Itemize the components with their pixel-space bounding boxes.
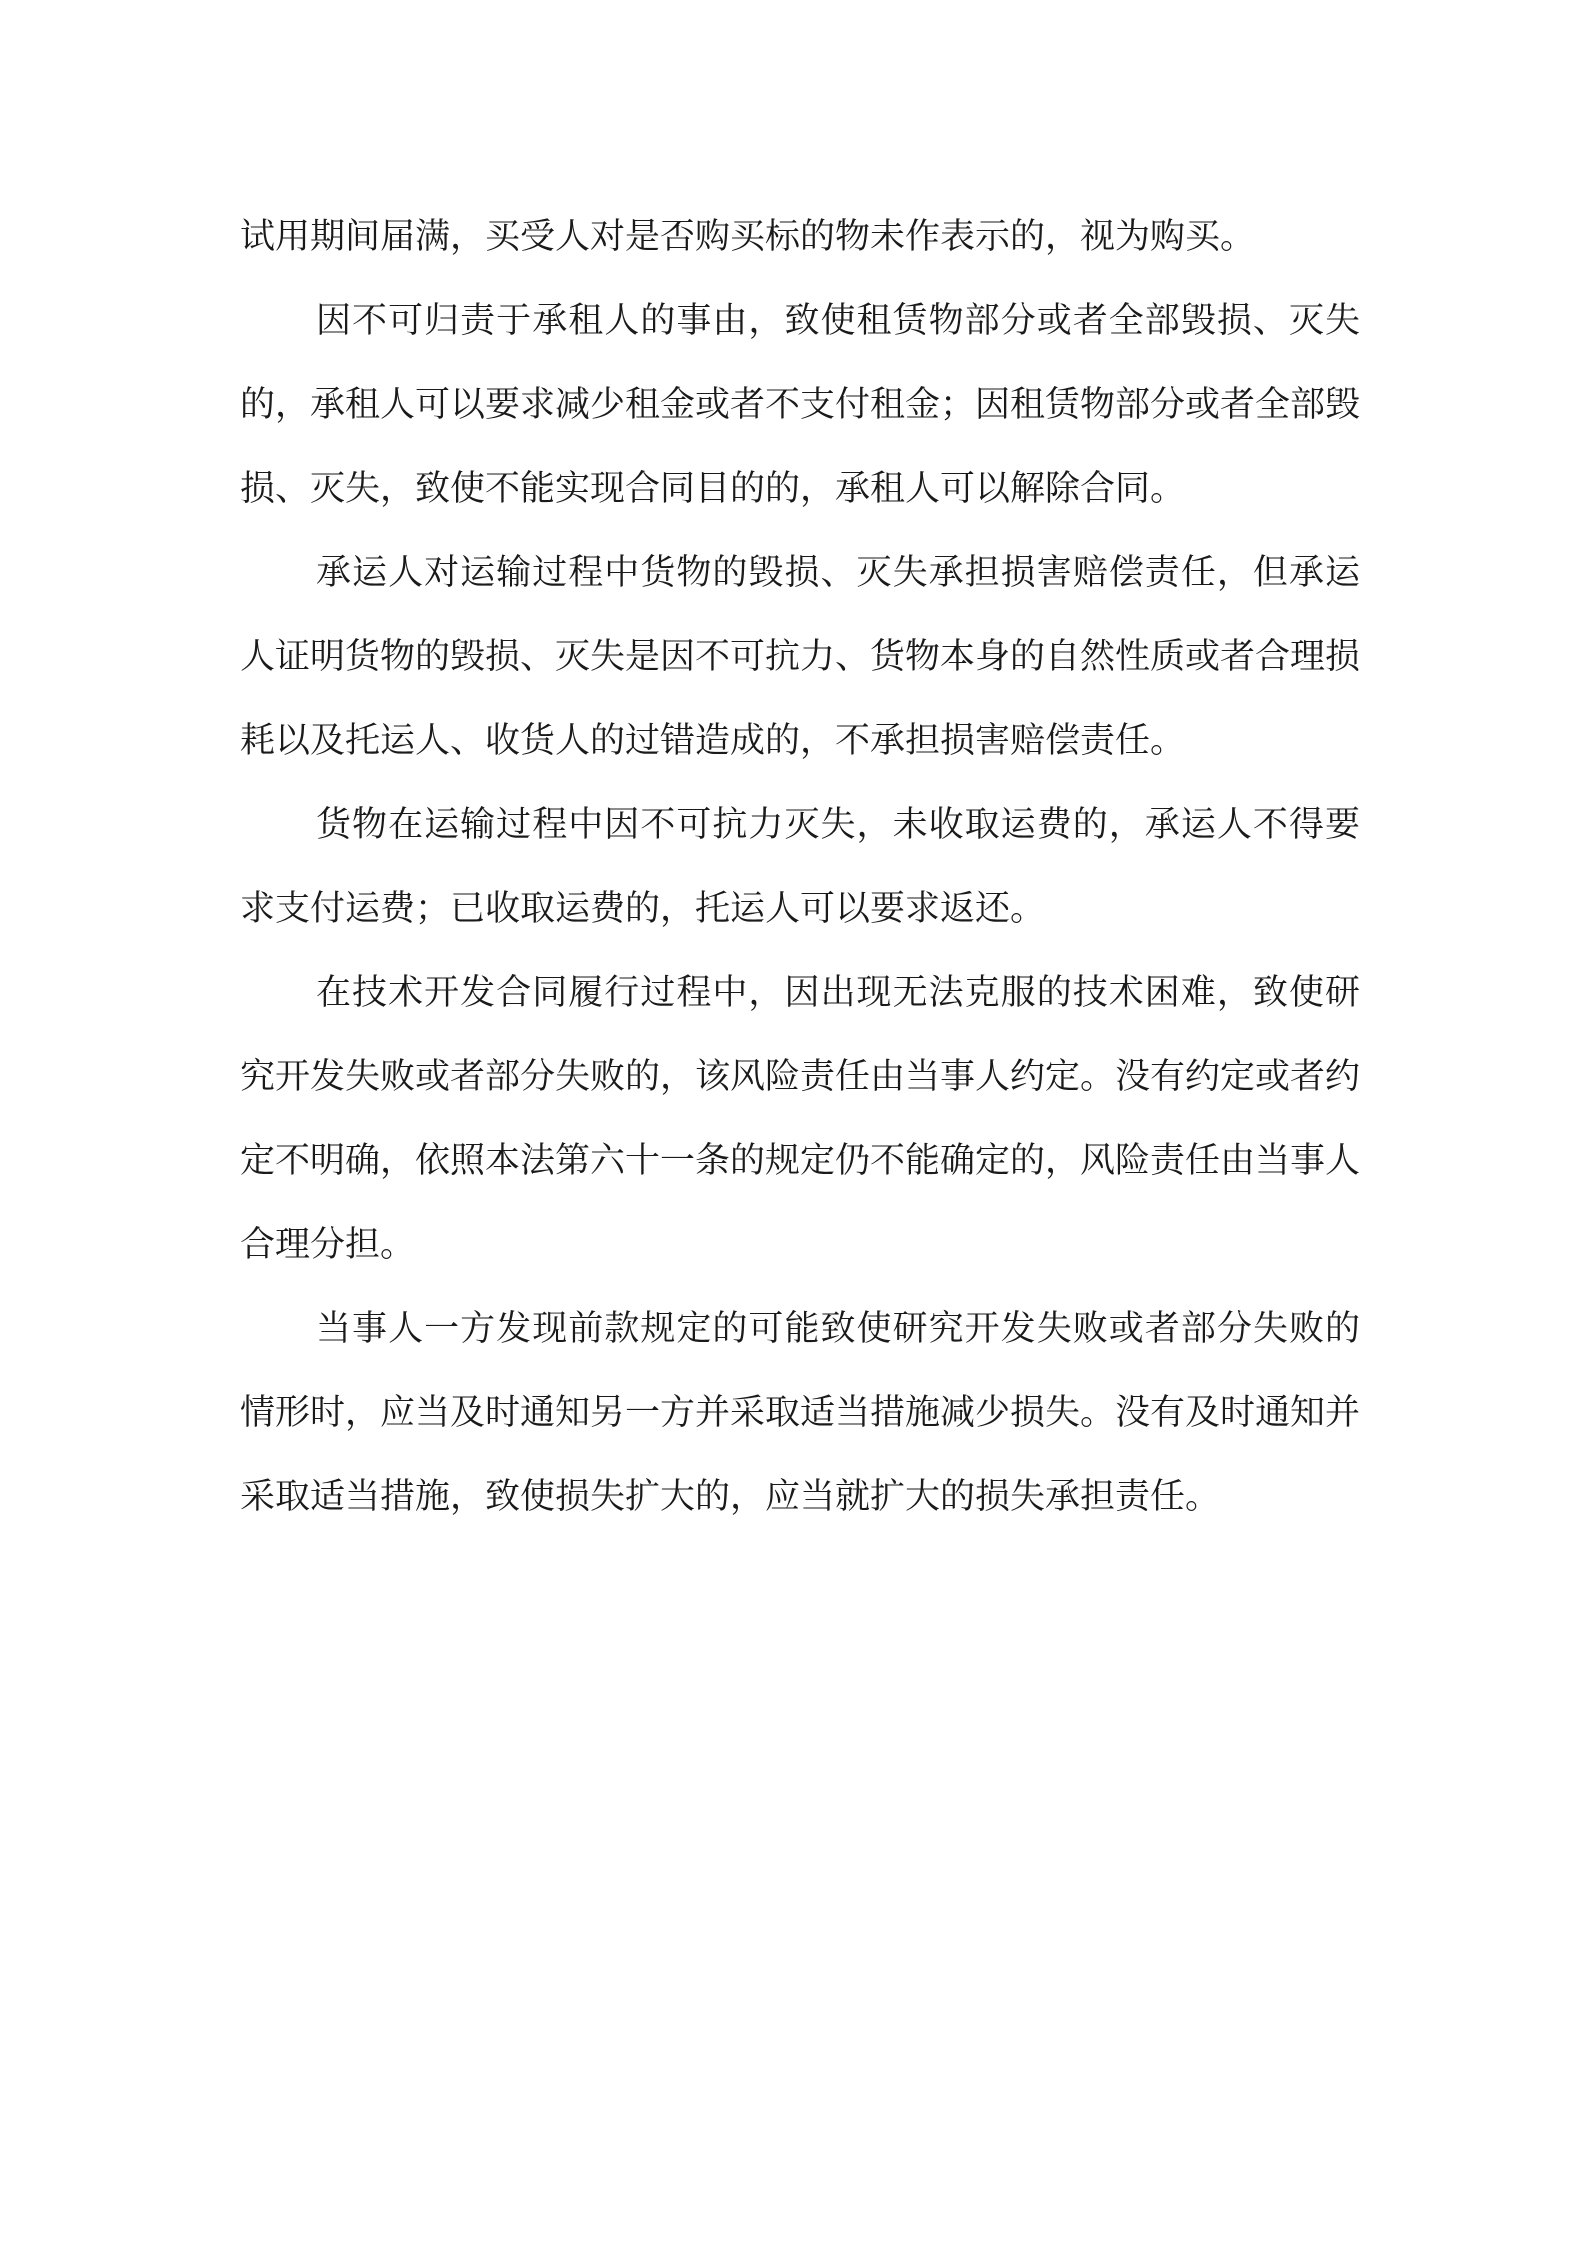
paragraph-freight: 货物在运输过程中因不可抗力灭失，未收取运费的，承运人不得要求支付运费；已收取运费的，托运人可以要求返还。	[240, 805, 1360, 929]
paragraph-carrier-liability: 承运人对运输过程中货物的毁损、灭失承担损害赔偿责任，但承运人证明货物的毁损、灭失是因不可抗力、货物本身的自然性质或者合理损耗以及托运人、收货人的过错造成的，不承担损害赔偿责任。	[240, 553, 1361, 761]
paragraph-tech-development-risk: 在技术开发合同履行过程中，因出现无法克服的技术困难，致使研究开发失败或者部分失败的，该风险责任由当事人约定。没有约定或者约定不明确，依照本法第六十一条的规定仍不能确定的，风险责任由当事人合理分担。	[240, 973, 1361, 1265]
paragraph-lease-damage: 因不可归责于承租人的事由，致使租赁物部分或者全部毁损、灭失的，承租人可以要求减少租金或者不支付租金；因租赁物部分或者全部毁损、灭失，致使不能实现合同目的的，承租人可以解除合同。	[240, 301, 1361, 509]
paragraph-trial-period: 试用期间届满，买受人对是否购买标的物未作表示的，视为购买。	[240, 217, 1256, 257]
paragraph-notification-duty: 当事人一方发现前款规定的可能致使研究开发失败或者部分失败的情形时，应当及时通知另一方并采取适当措施减少损失。没有及时通知并采取适当措施，致使损失扩大的，应当就扩大的损失承担责任。	[240, 1309, 1361, 1517]
document-body	[240, 195, 1360, 1539]
